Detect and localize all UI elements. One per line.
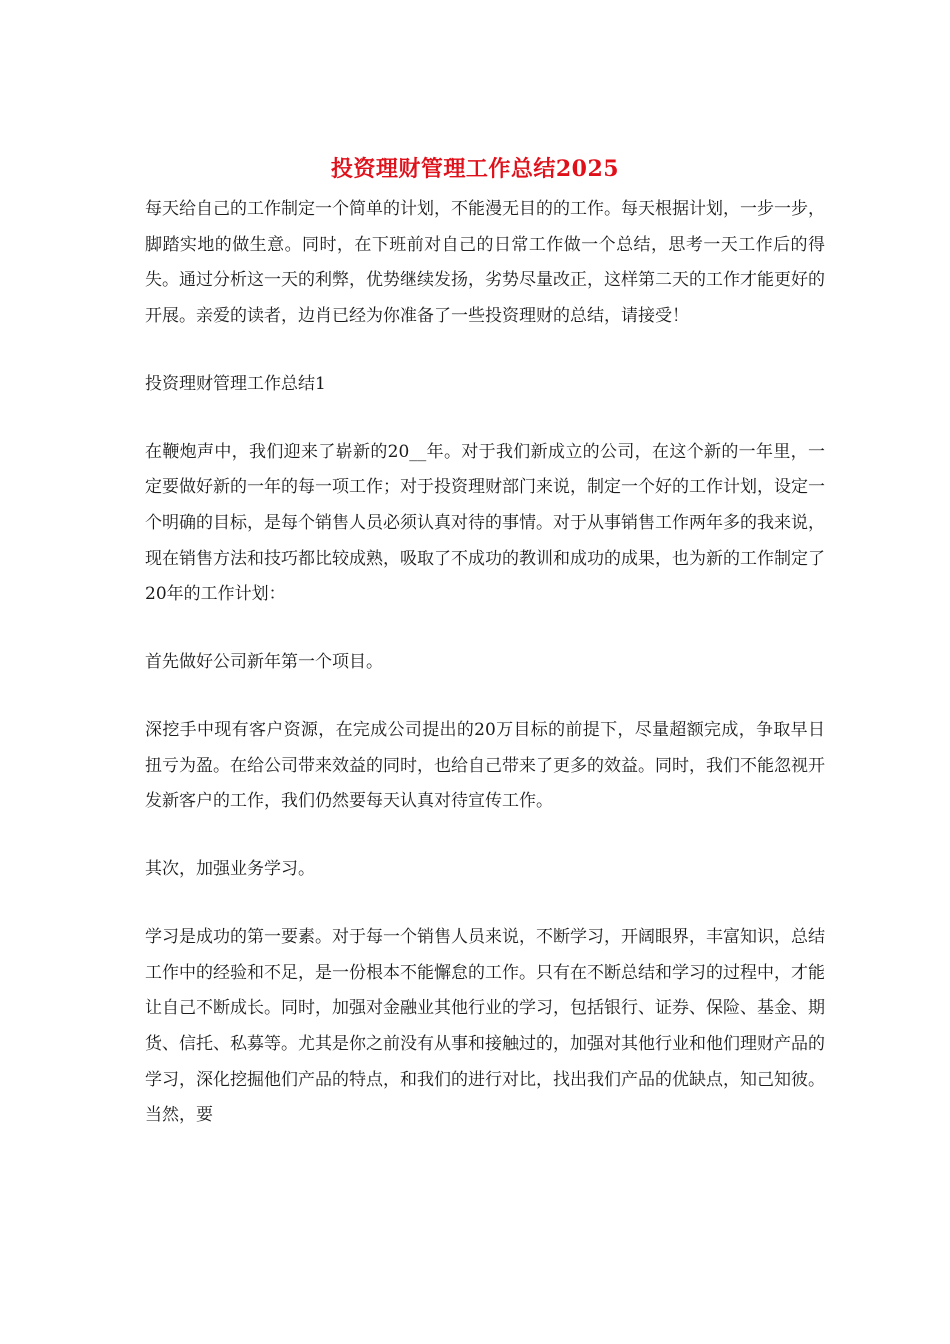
- section-heading: 投资理财管理工作总结1: [145, 373, 326, 394]
- intro-paragraph: 每天给自己的工作制定一个简单的计划，不能漫无目的的工作。每天根据计划，一步一步，脚踏实地的做生意。同时，在下班前对自己的日常工作做一个总结，思考一天工作后的得失。通过分析这一天的利弊，优势继续发扬，劣势尽量改正，这样第二天的工作才能更好的开展。亲爱的读者，边肖已经为你准备了一些投资理财的总结，请接受！: [145, 199, 825, 326]
- body-paragraph: 首先做好公司新年第一个项目。: [145, 652, 383, 673]
- body-paragraph: 其次，加强业务学习。: [145, 859, 315, 880]
- body-paragraph: 在鞭炮声中，我们迎来了崭新的20__年。对于我们新成立的公司，在这个新的一年里，一定要做好新的一年的每一项工作；对于投资理财部门来说，制定一个好的工作计划，设定一个明确的目标，是每个销售人员必须认真对待的事情。对于从事销售工作两年多的我来说，现在销售方法和技巧都比较成熟，吸取了不成功的教训和成功的成果，也为新的工作制定了20年的工作计划：: [145, 441, 825, 605]
- document-title: 投资理财管理工作总结2025: [330, 156, 620, 182]
- body-paragraph: 学习是成功的第一要素。对于每一个销售人员来说，不断学习，开阔眼界，丰富知识，总结工作中的经验和不足，是一份根本不能懈怠的工作。只有在不断总结和学习的过程中，才能让自己不断成长。同时，加强对金融业其他行业的学习，包括银行、证券、保险、基金、期货、信托、私募等。尤其是你之前没有从事和接触过的，加强对其他行业和他们理财产品的学习，深化挖掘他们产品的特点，和我们的进行对比，找出我们产品的优缺点，知己知彼。当然，要: [145, 927, 825, 1126]
- body-paragraph: 深挖手中现有客户资源，在完成公司提出的20万目标的前提下，尽量超额完成，争取早日扭亏为盈。在给公司带来效益的同时，也给自己带来了更多的效益。同时，我们不能忽视开发新客户的工作，我们仍然要每天认真对待宣传工作。: [145, 720, 825, 812]
- document-body: [145, 192, 825, 1134]
